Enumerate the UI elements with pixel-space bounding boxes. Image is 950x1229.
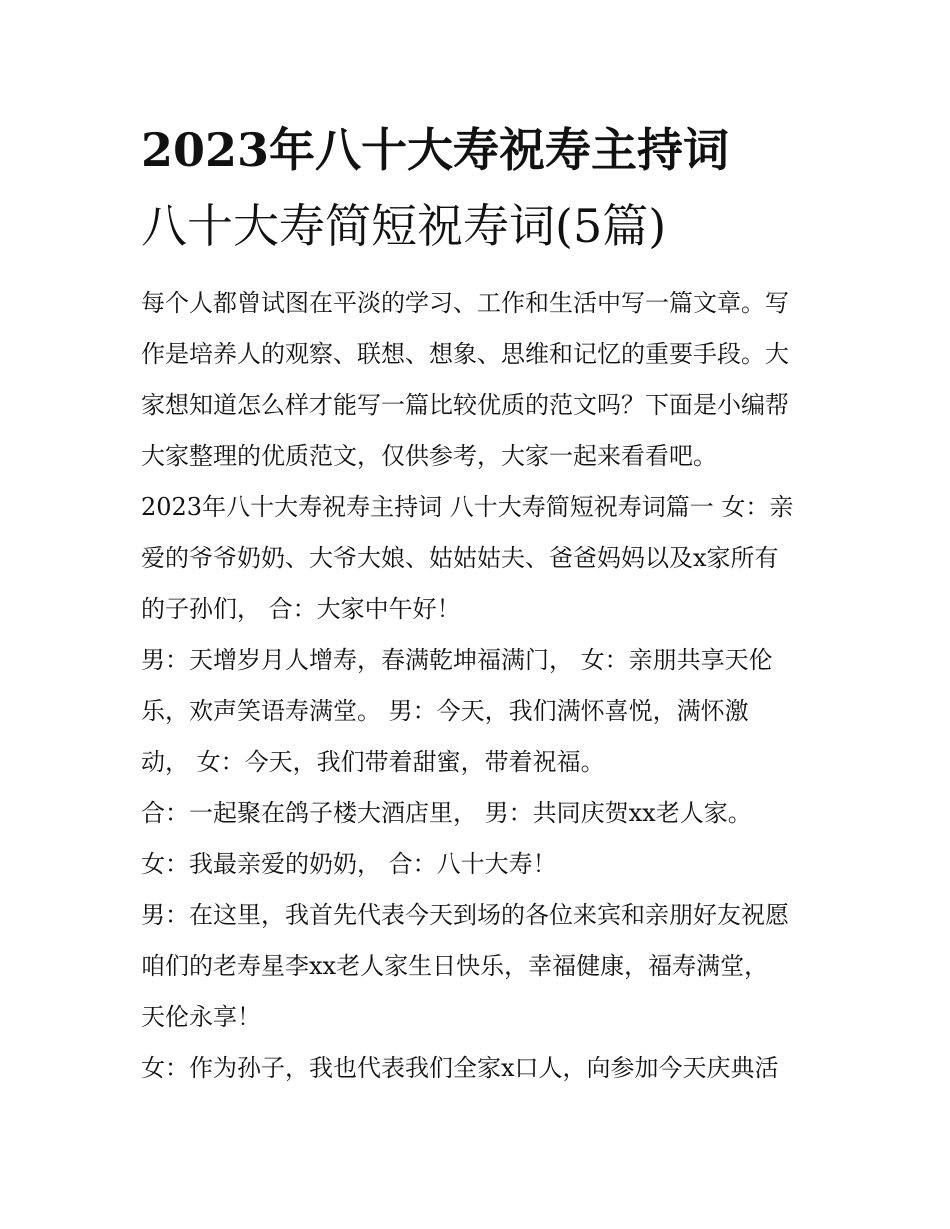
body-line: 每个人都曾试图在平淡的学习、工作和生活中写一篇文章。写 xyxy=(141,289,789,317)
body-line: 女：我最亲爱的奶奶， 合：八十大寿！ xyxy=(141,850,557,878)
body-line: 的子孙们， 合：大家中午好！ xyxy=(141,595,461,623)
document-title-line-1: 2023年八十大寿祝寿主持词 xyxy=(141,123,730,177)
body-line: 合：一起聚在鸽子楼大酒店里， 男：共同庆贺xx老人家。 xyxy=(141,799,752,827)
body-line: 爱的爷爷奶奶、大爷大娘、姑姑姑夫、爸爸妈妈以及x家所有 xyxy=(141,544,779,572)
body-line: 男：天增岁月人增寿，春满乾坤福满门， 女：亲朋共享天伦 xyxy=(141,646,773,674)
body-line: 咱们的老寿星李xx老人家生日快乐，幸福健康，福寿满堂， xyxy=(141,952,769,980)
body-line: 天伦永享！ xyxy=(141,1003,261,1031)
body-line: 女：作为孙子，我也代表我们全家x口人，向参加今天庆典活 xyxy=(141,1054,779,1082)
body-line: 男：在这里，我首先代表今天到场的各位来宾和亲朋好友祝愿 xyxy=(141,901,789,929)
body-line: 2023年八十大寿祝寿主持词 八十大寿简短祝寿词篇一 女：亲 xyxy=(141,493,794,521)
document-title-line-2: 八十大寿简短祝寿词(5篇) xyxy=(141,199,667,253)
title-spacer xyxy=(141,264,813,278)
body-line: 大家整理的优质范文，仅供参考，大家一起来看看吧。 xyxy=(141,442,717,470)
body-line: 乐，欢声笑语寿满堂。 男：今天，我们满怀喜悦，满怀激 xyxy=(141,697,749,725)
body-line: 动， 女：今天，我们带着甜蜜，带着祝福。 xyxy=(141,748,605,776)
body-line: 家想知道怎么样才能写一篇比较优质的范文吗？下面是小编帮 xyxy=(141,391,789,419)
body-line: 作是培养人的观察、联想、想象、思维和记忆的重要手段。大 xyxy=(141,340,789,368)
document-content xyxy=(141,112,813,1094)
